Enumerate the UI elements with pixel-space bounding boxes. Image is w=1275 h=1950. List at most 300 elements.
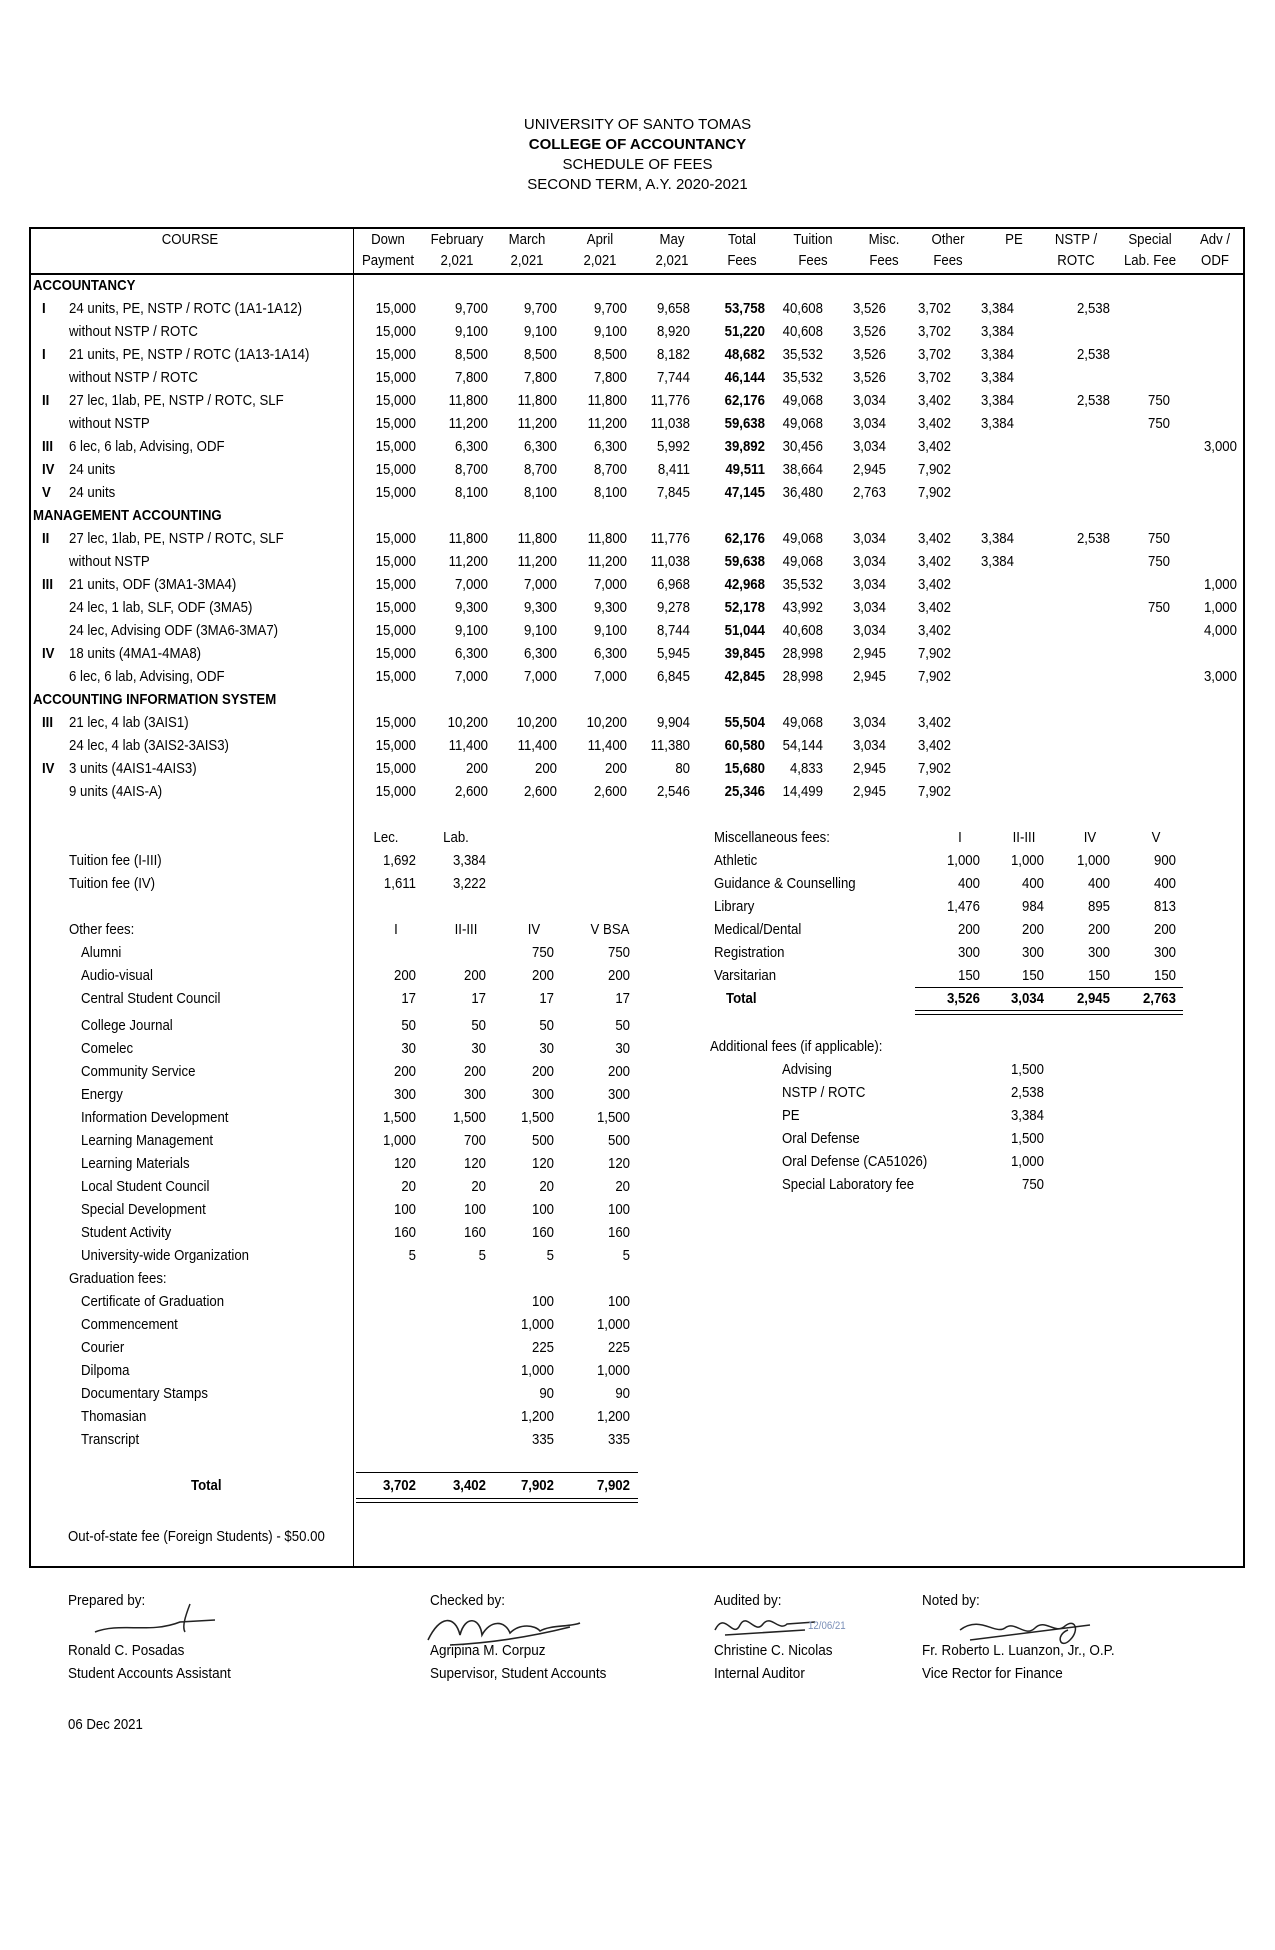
fee-value: 3,526 bbox=[852, 300, 886, 317]
fee-value: 3,384 bbox=[980, 415, 1014, 432]
fee-value: 9,278 bbox=[656, 599, 690, 616]
tuition-value: 1,692 bbox=[382, 852, 416, 869]
fee-value: 15,000 bbox=[375, 714, 416, 731]
fee-value: 2,945 bbox=[852, 645, 886, 662]
fee-value: 55,504 bbox=[724, 714, 765, 731]
misc-fee-value: 300 bbox=[957, 944, 980, 961]
fee-value: 59,638 bbox=[724, 415, 765, 432]
course-name: 21 units, PE, NSTP / ROTC (1A13-1A14) bbox=[69, 346, 310, 363]
other-fee-value: 5 bbox=[408, 1247, 416, 1264]
other-fees-total-value: 7,902 bbox=[520, 1477, 554, 1494]
fee-value: 15,000 bbox=[375, 553, 416, 570]
misc-fee-label: Registration bbox=[714, 944, 785, 961]
graduation-fee-value: 1,000 bbox=[520, 1362, 554, 1379]
fee-value: 40,608 bbox=[782, 622, 823, 639]
other-fee-label: Comelec bbox=[81, 1040, 134, 1057]
fee-value: 2,945 bbox=[852, 760, 886, 777]
fee-value: 5,992 bbox=[656, 438, 690, 455]
fee-value: 750 bbox=[1147, 530, 1170, 547]
fee-value: 3,034 bbox=[852, 415, 886, 432]
fee-value: 11,400 bbox=[448, 737, 488, 754]
misc-fee-value: 400 bbox=[1021, 875, 1044, 892]
graduation-fee-value: 1,200 bbox=[520, 1408, 554, 1425]
misc-fee-value: 1,000 bbox=[946, 852, 980, 869]
misc-fees-column-header: II-III bbox=[1012, 829, 1036, 846]
fee-value: 25,346 bbox=[724, 783, 765, 800]
course-name: without NSTP / ROTC bbox=[69, 369, 198, 386]
course-name: 9 units (4AIS-A) bbox=[69, 783, 163, 800]
graduation-fee-value: 90 bbox=[615, 1385, 630, 1402]
tuition-column-header: Lab. bbox=[443, 829, 469, 846]
misc-fee-value: 150 bbox=[1087, 967, 1110, 984]
graduation-fee-value: 335 bbox=[531, 1431, 554, 1448]
course-name: 24 units bbox=[69, 461, 116, 478]
column-header: 2,021 bbox=[655, 252, 689, 269]
misc-fee-label: Library bbox=[714, 898, 755, 915]
other-fee-value: 1,500 bbox=[452, 1109, 486, 1126]
fee-value: 3,034 bbox=[852, 599, 886, 616]
signatory-title: Vice Rector for Finance bbox=[922, 1665, 1063, 1682]
misc-fees-total-value: 2,763 bbox=[1142, 990, 1176, 1007]
misc-fees-total-double-rule bbox=[915, 1010, 1183, 1015]
other-fee-value: 1,500 bbox=[382, 1109, 416, 1126]
column-header: Fees bbox=[798, 252, 828, 269]
fee-value: 9,300 bbox=[454, 599, 488, 616]
fee-value: 28,998 bbox=[782, 645, 823, 662]
course-name: 21 units, ODF (3MA1-3MA4) bbox=[69, 576, 237, 593]
fee-value: 15,000 bbox=[375, 369, 416, 386]
fee-value: 49,068 bbox=[782, 530, 823, 547]
course-name: without NSTP / ROTC bbox=[69, 323, 198, 340]
fee-value: 6,845 bbox=[656, 668, 690, 685]
fee-value: 51,220 bbox=[724, 323, 765, 340]
misc-fees-label: Miscellaneous fees: bbox=[714, 829, 830, 846]
year-level: III bbox=[42, 576, 54, 593]
fee-value: 3,034 bbox=[852, 622, 886, 639]
fee-value: 51,044 bbox=[724, 622, 765, 639]
fee-value: 40,608 bbox=[782, 300, 823, 317]
fee-value: 7,000 bbox=[454, 668, 488, 685]
other-fee-value: 100 bbox=[463, 1201, 486, 1218]
fee-value: 11,038 bbox=[650, 415, 690, 432]
other-fee-value: 1,500 bbox=[596, 1109, 630, 1126]
term-label: SECOND TERM, A.Y. 2020-2021 bbox=[527, 176, 748, 193]
fee-value: 8,100 bbox=[593, 484, 627, 501]
fee-value: 35,532 bbox=[782, 369, 823, 386]
fee-value: 2,945 bbox=[852, 668, 886, 685]
other-fee-value: 17 bbox=[539, 990, 554, 1007]
fee-value: 7,000 bbox=[593, 668, 627, 685]
other-fee-value: 17 bbox=[401, 990, 416, 1007]
other-fees-total-double-rule bbox=[356, 1498, 638, 1503]
course-name: 24 units bbox=[69, 484, 116, 501]
graduation-fee-value: 225 bbox=[607, 1339, 630, 1356]
graduation-fee-value: 1,200 bbox=[596, 1408, 630, 1425]
section-heading: ACCOUNTANCY bbox=[33, 277, 136, 294]
fee-value: 3,034 bbox=[852, 576, 886, 593]
other-fee-value: 20 bbox=[615, 1178, 630, 1195]
course-name: 21 lec, 4 lab (3AIS1) bbox=[69, 714, 189, 731]
fee-value: 15,000 bbox=[375, 599, 416, 616]
fee-value: 59,638 bbox=[724, 553, 765, 570]
fee-value: 3,034 bbox=[852, 438, 886, 455]
course-name: 24 lec, 4 lab (3AIS2-3AIS3) bbox=[69, 737, 229, 754]
fee-value: 2,945 bbox=[852, 783, 886, 800]
other-fee-value: 120 bbox=[393, 1155, 416, 1172]
fee-value: 49,068 bbox=[782, 392, 823, 409]
other-fees-column-header: IV bbox=[527, 921, 541, 938]
column-header: April bbox=[586, 231, 614, 248]
other-fee-value: 300 bbox=[393, 1086, 416, 1103]
fee-value: 3,034 bbox=[852, 553, 886, 570]
fee-value: 7,902 bbox=[917, 668, 951, 685]
fee-value: 8,700 bbox=[523, 461, 557, 478]
graduation-fee-label: Dilpoma bbox=[81, 1362, 130, 1379]
graduation-fee-label: Thomasian bbox=[81, 1408, 147, 1425]
column-header: Payment bbox=[361, 252, 415, 269]
fee-value: 6,300 bbox=[454, 645, 488, 662]
fee-value: 7,000 bbox=[593, 576, 627, 593]
fee-value: 10,200 bbox=[516, 714, 557, 731]
fee-value: 3,384 bbox=[980, 323, 1014, 340]
fee-value: 14,499 bbox=[782, 783, 823, 800]
other-fee-value: 100 bbox=[607, 1201, 630, 1218]
graduation-fee-value: 100 bbox=[531, 1293, 554, 1310]
misc-fee-label: Athletic bbox=[714, 852, 758, 869]
course-name: without NSTP bbox=[69, 415, 150, 432]
fee-value: 6,300 bbox=[593, 645, 627, 662]
document-title: SCHEDULE OF FEES bbox=[562, 156, 713, 173]
misc-fee-value: 200 bbox=[1021, 921, 1044, 938]
graduation-fee-value: 1,000 bbox=[520, 1316, 554, 1333]
fee-value: 3,384 bbox=[980, 530, 1014, 547]
other-fee-value: 5 bbox=[478, 1247, 486, 1264]
other-fees-total-label: Total bbox=[191, 1477, 222, 1494]
fee-value: 42,845 bbox=[724, 668, 765, 685]
fee-value: 2,600 bbox=[523, 783, 557, 800]
graduation-fee-label: Courier bbox=[81, 1339, 125, 1356]
additional-fees-label: Additional fees (if applicable): bbox=[710, 1038, 883, 1055]
course-name: 6 lec, 6 lab, Advising, ODF bbox=[69, 668, 225, 685]
course-name: without NSTP bbox=[69, 553, 150, 570]
fee-value: 2,945 bbox=[852, 461, 886, 478]
fee-value: 35,532 bbox=[782, 576, 823, 593]
fee-value: 2,538 bbox=[1076, 392, 1110, 409]
column-header: Fees bbox=[869, 252, 899, 269]
other-fee-value: 160 bbox=[607, 1224, 630, 1241]
fee-value: 10,200 bbox=[586, 714, 627, 731]
other-fee-value: 120 bbox=[531, 1155, 554, 1172]
other-fee-label: Energy bbox=[81, 1086, 123, 1103]
fee-value: 11,200 bbox=[587, 415, 627, 432]
signatory-name: Christine C. Nicolas bbox=[714, 1642, 833, 1659]
section-heading: ACCOUNTING INFORMATION SYSTEM bbox=[33, 691, 277, 708]
other-fee-value: 30 bbox=[615, 1040, 630, 1057]
fee-value: 15,000 bbox=[375, 576, 416, 593]
misc-fee-value: 150 bbox=[1153, 967, 1176, 984]
other-fee-value: 5 bbox=[546, 1247, 554, 1264]
other-fee-label: Special Development bbox=[81, 1201, 206, 1218]
other-fee-value: 200 bbox=[463, 1063, 486, 1080]
fee-value: 11,800 bbox=[587, 392, 627, 409]
fee-value: 9,100 bbox=[593, 323, 627, 340]
fee-value: 53,758 bbox=[724, 300, 765, 317]
other-fees-total-value: 7,902 bbox=[596, 1477, 630, 1494]
fee-value: 54,144 bbox=[782, 737, 823, 754]
other-fee-label: Information Development bbox=[81, 1109, 229, 1126]
fee-value: 11,200 bbox=[448, 553, 488, 570]
graduation-fee-value: 1,000 bbox=[596, 1316, 630, 1333]
other-fees-label: Other fees: bbox=[69, 921, 135, 938]
fee-value: 3,402 bbox=[917, 553, 951, 570]
other-fee-value: 20 bbox=[471, 1178, 486, 1195]
fee-value: 38,664 bbox=[782, 461, 823, 478]
column-header: ROTC bbox=[1057, 252, 1095, 269]
fee-value: 750 bbox=[1147, 415, 1170, 432]
foreign-student-note: Out-of-state fee (Foreign Students) - $50.00 bbox=[68, 1528, 325, 1545]
fee-value: 11,200 bbox=[587, 553, 627, 570]
other-fee-value: 17 bbox=[615, 990, 630, 1007]
fee-value: 3,384 bbox=[980, 300, 1014, 317]
fee-value: 8,500 bbox=[593, 346, 627, 363]
misc-fee-value: 300 bbox=[1153, 944, 1176, 961]
header-separator bbox=[31, 273, 1243, 275]
other-fees-total-value: 3,402 bbox=[452, 1477, 486, 1494]
other-fee-value: 100 bbox=[393, 1201, 416, 1218]
column-header: Down bbox=[371, 231, 405, 248]
other-fee-value: 200 bbox=[607, 967, 630, 984]
course-name: 24 lec, Advising ODF (3MA6-3MA7) bbox=[69, 622, 279, 639]
fee-value: 7,000 bbox=[523, 668, 557, 685]
other-fee-label: Central Student Council bbox=[81, 990, 221, 1007]
misc-fee-value: 200 bbox=[957, 921, 980, 938]
misc-fees-column-header: IV bbox=[1083, 829, 1097, 846]
column-header: Misc. bbox=[868, 231, 900, 248]
additional-fee-value: 1,500 bbox=[1010, 1061, 1044, 1078]
other-fee-value: 200 bbox=[393, 1063, 416, 1080]
fee-value: 7,902 bbox=[917, 783, 951, 800]
fee-value: 7,000 bbox=[523, 576, 557, 593]
fee-value: 8,500 bbox=[523, 346, 557, 363]
tuition-value: 1,611 bbox=[383, 875, 416, 892]
column-header: Adv / bbox=[1199, 231, 1231, 248]
column-header: 2,021 bbox=[510, 252, 544, 269]
fee-value: 7,000 bbox=[454, 576, 488, 593]
fee-value: 8,411 bbox=[657, 461, 690, 478]
fee-value: 9,700 bbox=[454, 300, 488, 317]
other-fee-label: Audio-visual bbox=[81, 967, 153, 984]
year-level: III bbox=[42, 438, 54, 455]
other-fee-value: 30 bbox=[401, 1040, 416, 1057]
fee-value: 6,300 bbox=[593, 438, 627, 455]
fee-value: 9,100 bbox=[523, 622, 557, 639]
misc-fee-value: 1,000 bbox=[1076, 852, 1110, 869]
fee-value: 28,998 bbox=[782, 668, 823, 685]
other-fees-column-header: I bbox=[394, 921, 398, 938]
fee-value: 9,100 bbox=[593, 622, 627, 639]
fee-value: 3,384 bbox=[980, 553, 1014, 570]
graduation-fee-label: Documentary Stamps bbox=[81, 1385, 208, 1402]
signatory-title: Internal Auditor bbox=[714, 1665, 805, 1682]
fee-value: 11,038 bbox=[650, 553, 690, 570]
fee-value: 8,920 bbox=[656, 323, 690, 340]
signatory-name: Ronald C. Posadas bbox=[68, 1642, 185, 1659]
column-header: COURSE bbox=[161, 231, 219, 248]
fee-value: 15,000 bbox=[375, 645, 416, 662]
fee-value: 11,800 bbox=[448, 530, 488, 547]
other-fee-label: Community Service bbox=[81, 1063, 196, 1080]
column-header: NSTP / bbox=[1054, 231, 1098, 248]
column-header: May bbox=[659, 231, 685, 248]
course-name: 18 units (4MA1-4MA8) bbox=[69, 645, 202, 662]
fee-value: 11,800 bbox=[448, 392, 488, 409]
fee-value: 15,000 bbox=[375, 760, 416, 777]
fee-value: 6,300 bbox=[523, 645, 557, 662]
tuition-label: Tuition fee (I-III) bbox=[69, 852, 162, 869]
graduation-fee-value: 90 bbox=[539, 1385, 554, 1402]
column-header: March bbox=[508, 231, 546, 248]
course-name: 6 lec, 6 lab, Advising, ODF bbox=[69, 438, 225, 455]
additional-fee-value: 750 bbox=[1021, 1176, 1044, 1193]
other-fee-value: 200 bbox=[463, 967, 486, 984]
fee-value: 52,178 bbox=[724, 599, 765, 616]
fee-value: 7,902 bbox=[917, 760, 951, 777]
fee-value: 3,000 bbox=[1203, 438, 1237, 455]
fee-value: 15,000 bbox=[375, 438, 416, 455]
fee-value: 3,034 bbox=[852, 530, 886, 547]
fee-value: 11,400 bbox=[517, 737, 557, 754]
other-fee-value: 200 bbox=[607, 1063, 630, 1080]
signatory-role: Noted by: bbox=[922, 1592, 980, 1609]
other-fee-value: 30 bbox=[539, 1040, 554, 1057]
fee-value: 8,744 bbox=[656, 622, 690, 639]
additional-fee-value: 2,538 bbox=[1010, 1084, 1044, 1101]
misc-fees-column-header: V bbox=[1151, 829, 1161, 846]
fee-value: 2,546 bbox=[656, 783, 690, 800]
fee-value: 15,000 bbox=[375, 346, 416, 363]
fee-value: 3,034 bbox=[852, 392, 886, 409]
other-fees-total-rule bbox=[356, 1472, 638, 1473]
additional-fee-label: Advising bbox=[782, 1061, 832, 1078]
fee-value: 7,845 bbox=[656, 484, 690, 501]
fee-value: 9,300 bbox=[593, 599, 627, 616]
fee-value: 3,702 bbox=[917, 369, 951, 386]
fee-value: 3,526 bbox=[852, 346, 886, 363]
graduation-fee-value: 335 bbox=[607, 1431, 630, 1448]
other-fee-label: College Journal bbox=[81, 1017, 173, 1034]
column-header: PE bbox=[1005, 231, 1023, 248]
fee-value: 3,402 bbox=[917, 576, 951, 593]
misc-fee-value: 200 bbox=[1153, 921, 1176, 938]
fee-value: 15,000 bbox=[375, 484, 416, 501]
fee-value: 30,456 bbox=[782, 438, 823, 455]
fee-value: 11,200 bbox=[517, 553, 557, 570]
signatory-role: Checked by: bbox=[430, 1592, 506, 1609]
fee-value: 40,608 bbox=[782, 323, 823, 340]
misc-fees-column-header: I bbox=[958, 829, 962, 846]
fee-value: 3,384 bbox=[980, 346, 1014, 363]
other-fee-value: 750 bbox=[607, 944, 630, 961]
fee-value: 7,800 bbox=[523, 369, 557, 386]
fee-value: 7,902 bbox=[917, 645, 951, 662]
other-fees-total-value: 3,702 bbox=[382, 1477, 416, 1494]
other-fee-value: 300 bbox=[607, 1086, 630, 1103]
fee-value: 8,500 bbox=[454, 346, 488, 363]
fee-value: 11,776 bbox=[650, 530, 690, 547]
fee-value: 47,145 bbox=[724, 484, 765, 501]
signature-luanzon bbox=[950, 1600, 1110, 1660]
other-fee-value: 1,500 bbox=[520, 1109, 554, 1126]
fee-value: 15,000 bbox=[375, 668, 416, 685]
fee-value: 9,700 bbox=[523, 300, 557, 317]
other-fee-label: Learning Management bbox=[81, 1132, 214, 1149]
fee-value: 6,968 bbox=[656, 576, 690, 593]
fee-value: 7,744 bbox=[656, 369, 690, 386]
graduation-fee-label: Commencement bbox=[81, 1316, 178, 1333]
other-fee-label: University-wide Organization bbox=[81, 1247, 249, 1264]
misc-fee-value: 400 bbox=[1153, 875, 1176, 892]
fee-value: 3,402 bbox=[917, 737, 951, 754]
additional-fee-label: Oral Defense (CA51026) bbox=[782, 1153, 928, 1170]
other-fee-value: 500 bbox=[607, 1132, 630, 1149]
course-name: 24 lec, 1 lab, SLF, ODF (3MA5) bbox=[69, 599, 253, 616]
university-name: UNIVERSITY OF SANTO TOMAS bbox=[523, 116, 752, 133]
misc-fees-total-value: 2,945 bbox=[1076, 990, 1110, 1007]
fee-value: 3,702 bbox=[917, 300, 951, 317]
fee-value: 15,680 bbox=[724, 760, 765, 777]
fee-value: 11,800 bbox=[587, 530, 627, 547]
additional-fee-label: Special Laboratory fee bbox=[782, 1176, 915, 1193]
other-fee-label: Alumni bbox=[81, 944, 122, 961]
fee-value: 60,580 bbox=[724, 737, 765, 754]
fee-value: 200 bbox=[534, 760, 557, 777]
year-level: IV bbox=[42, 760, 55, 777]
fee-value: 36,480 bbox=[782, 484, 823, 501]
fee-value: 39,892 bbox=[724, 438, 765, 455]
signatory-name: Agripina M. Corpuz bbox=[430, 1642, 546, 1659]
fee-value: 39,845 bbox=[724, 645, 765, 662]
fee-value: 3,526 bbox=[852, 323, 886, 340]
fee-value: 3,526 bbox=[852, 369, 886, 386]
additional-fee-label: Oral Defense bbox=[782, 1130, 860, 1147]
other-fee-value: 50 bbox=[401, 1017, 416, 1034]
additional-fee-value: 1,000 bbox=[1010, 1153, 1044, 1170]
column-header: February bbox=[430, 231, 484, 248]
fee-value: 1,000 bbox=[1203, 576, 1237, 593]
fee-value: 49,068 bbox=[782, 714, 823, 731]
other-fee-value: 50 bbox=[615, 1017, 630, 1034]
fee-value: 9,904 bbox=[656, 714, 690, 731]
additional-fee-label: PE bbox=[782, 1107, 800, 1124]
other-fee-value: 200 bbox=[531, 967, 554, 984]
fee-value: 15,000 bbox=[375, 530, 416, 547]
fee-value: 750 bbox=[1147, 553, 1170, 570]
misc-fee-value: 895 bbox=[1087, 898, 1110, 915]
misc-fee-value: 900 bbox=[1153, 852, 1176, 869]
document-date: 06 Dec 2021 bbox=[68, 1716, 143, 1733]
fee-value: 4,833 bbox=[789, 760, 823, 777]
fee-value: 46,144 bbox=[724, 369, 765, 386]
misc-fee-label: Guidance & Counselling bbox=[714, 875, 856, 892]
fee-value: 9,700 bbox=[593, 300, 627, 317]
fee-value: 15,000 bbox=[375, 415, 416, 432]
additional-fee-value: 1,500 bbox=[1010, 1130, 1044, 1147]
misc-fee-value: 400 bbox=[1087, 875, 1110, 892]
fee-value: 2,763 bbox=[852, 484, 886, 501]
misc-fee-value: 200 bbox=[1087, 921, 1110, 938]
other-fee-value: 100 bbox=[531, 1201, 554, 1218]
signatory-role: Audited by: bbox=[714, 1592, 782, 1609]
